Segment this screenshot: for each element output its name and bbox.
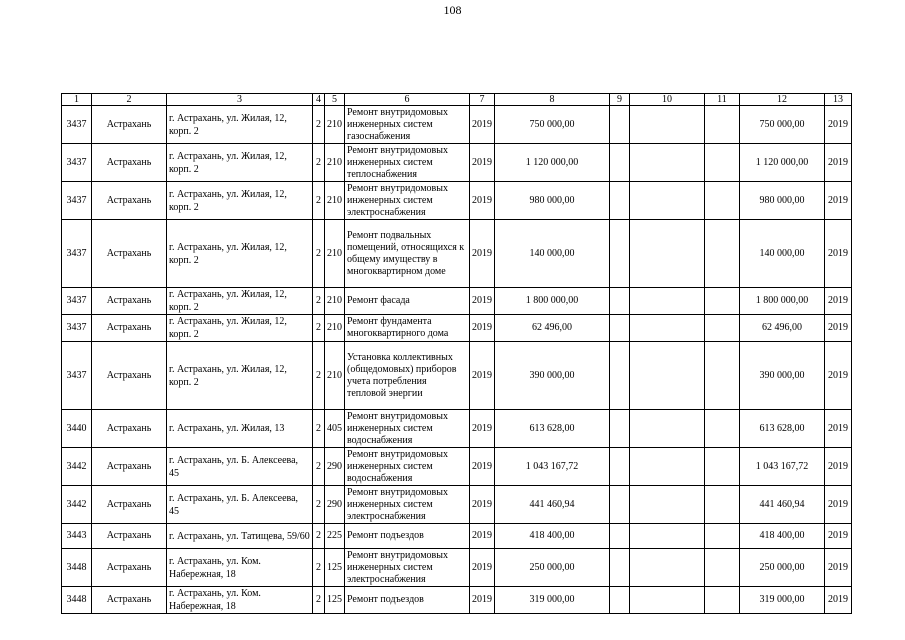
cell-col4: 2 bbox=[313, 587, 325, 614]
cell-col10 bbox=[630, 315, 705, 342]
cell-year: 2019 bbox=[470, 144, 495, 182]
cell-year: 2019 bbox=[470, 182, 495, 220]
cell-end-year: 2019 bbox=[825, 524, 852, 549]
cell-cost: 140 000,00 bbox=[495, 220, 610, 288]
cell-number: 3437 bbox=[62, 315, 92, 342]
cell-col11 bbox=[705, 524, 740, 549]
cell-address: г. Астрахань, ул. Жилая, 12, корп. 2 bbox=[167, 106, 313, 144]
page-number: 108 bbox=[443, 3, 462, 17]
table-row bbox=[62, 448, 852, 486]
cell-cost: 1 800 000,00 bbox=[495, 288, 610, 315]
cell-col4: 2 bbox=[313, 486, 325, 524]
cell-col9 bbox=[610, 342, 630, 410]
cell-col10 bbox=[630, 410, 705, 448]
cell-year: 2019 bbox=[470, 106, 495, 144]
cell-year: 2019 bbox=[470, 587, 495, 614]
cell-number: 3437 bbox=[62, 220, 92, 288]
cell-col9 bbox=[610, 315, 630, 342]
cell-col9 bbox=[610, 587, 630, 614]
cell-end-year: 2019 bbox=[825, 144, 852, 182]
cell-end-year: 2019 bbox=[825, 220, 852, 288]
cell-col9 bbox=[610, 288, 630, 315]
cell-total: 613 628,00 bbox=[740, 410, 825, 448]
column-header: 4 bbox=[313, 94, 325, 106]
cell-end-year: 2019 bbox=[825, 587, 852, 614]
cell-col4: 2 bbox=[313, 144, 325, 182]
repair-program-table bbox=[61, 93, 852, 614]
cell-city: Астрахань bbox=[92, 549, 167, 587]
cell-address: г. Астрахань, ул. Жилая, 12, корп. 2 bbox=[167, 288, 313, 315]
cell-year: 2019 bbox=[470, 549, 495, 587]
cell-number: 3448 bbox=[62, 549, 92, 587]
cell-col5: 210 bbox=[325, 182, 345, 220]
cell-address: г. Астрахань, ул. Б. Алексеева, 45 bbox=[167, 448, 313, 486]
table-body bbox=[62, 106, 852, 614]
cell-total: 390 000,00 bbox=[740, 342, 825, 410]
cell-col11 bbox=[705, 288, 740, 315]
cell-col9 bbox=[610, 549, 630, 587]
cell-address: г. Астрахань, ул. Жилая, 12, корп. 2 bbox=[167, 144, 313, 182]
cell-year: 2019 bbox=[470, 524, 495, 549]
cell-col10 bbox=[630, 342, 705, 410]
cell-col5: 210 bbox=[325, 315, 345, 342]
cell-col10 bbox=[630, 587, 705, 614]
cell-year: 2019 bbox=[470, 410, 495, 448]
cell-col11 bbox=[705, 106, 740, 144]
cell-col9 bbox=[610, 410, 630, 448]
cell-city: Астрахань bbox=[92, 182, 167, 220]
cell-work-type: Ремонт фасада bbox=[345, 288, 470, 315]
cell-end-year: 2019 bbox=[825, 486, 852, 524]
cell-address: г. Астрахань, ул. Ком. Набережная, 18 bbox=[167, 549, 313, 587]
cell-work-type: Ремонт внутридомовых инженерных систем водоснабжения bbox=[345, 448, 470, 486]
table-row bbox=[62, 106, 852, 144]
cell-city: Астрахань bbox=[92, 315, 167, 342]
cell-end-year: 2019 bbox=[825, 549, 852, 587]
cell-year: 2019 bbox=[470, 486, 495, 524]
cell-end-year: 2019 bbox=[825, 315, 852, 342]
cell-city: Астрахань bbox=[92, 144, 167, 182]
cell-total: 980 000,00 bbox=[740, 182, 825, 220]
cell-cost: 441 460,94 bbox=[495, 486, 610, 524]
cell-end-year: 2019 bbox=[825, 410, 852, 448]
cell-col4: 2 bbox=[313, 549, 325, 587]
column-header: 9 bbox=[610, 94, 630, 106]
cell-col4: 2 bbox=[313, 410, 325, 448]
cell-end-year: 2019 bbox=[825, 106, 852, 144]
cell-address: г. Астрахань, ул. Жилая, 13 bbox=[167, 410, 313, 448]
cell-year: 2019 bbox=[470, 342, 495, 410]
table-row bbox=[62, 342, 852, 410]
cell-address: г. Астрахань, ул. Жилая, 12, корп. 2 bbox=[167, 342, 313, 410]
cell-col5: 210 bbox=[325, 288, 345, 315]
cell-city: Астрахань bbox=[92, 106, 167, 144]
cell-address: г. Астрахань, ул. Татищева, 59/60 bbox=[167, 524, 313, 549]
cell-number: 3448 bbox=[62, 587, 92, 614]
cell-col11 bbox=[705, 486, 740, 524]
cell-col11 bbox=[705, 220, 740, 288]
table-row bbox=[62, 524, 852, 549]
table-row bbox=[62, 182, 852, 220]
cell-number: 3437 bbox=[62, 106, 92, 144]
cell-total: 250 000,00 bbox=[740, 549, 825, 587]
column-number-row bbox=[62, 94, 852, 106]
cell-col10 bbox=[630, 549, 705, 587]
cell-col4: 2 bbox=[313, 315, 325, 342]
column-header: 2 bbox=[92, 94, 167, 106]
cell-total: 319 000,00 bbox=[740, 587, 825, 614]
cell-col5: 290 bbox=[325, 448, 345, 486]
cell-number: 3437 bbox=[62, 182, 92, 220]
cell-cost: 750 000,00 bbox=[495, 106, 610, 144]
cell-col9 bbox=[610, 144, 630, 182]
column-header: 1 bbox=[62, 94, 92, 106]
cell-city: Астрахань bbox=[92, 486, 167, 524]
column-header: 11 bbox=[705, 94, 740, 106]
cell-work-type: Ремонт подъездов bbox=[345, 524, 470, 549]
cell-city: Астрахань bbox=[92, 524, 167, 549]
cell-city: Астрахань bbox=[92, 220, 167, 288]
column-header: 10 bbox=[630, 94, 705, 106]
table-row bbox=[62, 410, 852, 448]
cell-col11 bbox=[705, 342, 740, 410]
cell-total: 1 800 000,00 bbox=[740, 288, 825, 315]
cell-work-type: Ремонт внутридомовых инженерных систем электроснабжения bbox=[345, 486, 470, 524]
cell-col5: 210 bbox=[325, 144, 345, 182]
cell-work-type: Ремонт внутридомовых инженерных систем теплоснабжения bbox=[345, 144, 470, 182]
table-row bbox=[62, 486, 852, 524]
cell-cost: 1 043 167,72 bbox=[495, 448, 610, 486]
column-header: 13 bbox=[825, 94, 852, 106]
cell-end-year: 2019 bbox=[825, 288, 852, 315]
cell-work-type: Ремонт подвальных помещений, относящихся к общему имуществу в многоквартирном доме bbox=[345, 220, 470, 288]
cell-col4: 2 bbox=[313, 106, 325, 144]
cell-col10 bbox=[630, 106, 705, 144]
cell-col9 bbox=[610, 182, 630, 220]
column-header: 7 bbox=[470, 94, 495, 106]
cell-total: 1 120 000,00 bbox=[740, 144, 825, 182]
cell-total: 418 400,00 bbox=[740, 524, 825, 549]
cell-year: 2019 bbox=[470, 315, 495, 342]
cell-col11 bbox=[705, 410, 740, 448]
column-header: 5 bbox=[325, 94, 345, 106]
cell-col9 bbox=[610, 220, 630, 288]
cell-number: 3442 bbox=[62, 448, 92, 486]
cell-number: 3440 bbox=[62, 410, 92, 448]
column-header: 3 bbox=[167, 94, 313, 106]
cell-col5: 125 bbox=[325, 549, 345, 587]
cell-total: 750 000,00 bbox=[740, 106, 825, 144]
cell-city: Астрахань bbox=[92, 288, 167, 315]
cell-city: Астрахань bbox=[92, 410, 167, 448]
cell-col11 bbox=[705, 144, 740, 182]
cell-col10 bbox=[630, 288, 705, 315]
cell-address: г. Астрахань, ул. Ком. Набережная, 18 bbox=[167, 587, 313, 614]
cell-end-year: 2019 bbox=[825, 182, 852, 220]
cell-city: Астрахань bbox=[92, 342, 167, 410]
cell-col4: 2 bbox=[313, 448, 325, 486]
cell-col5: 210 bbox=[325, 106, 345, 144]
cell-work-type: Ремонт подъездов bbox=[345, 587, 470, 614]
cell-col9 bbox=[610, 106, 630, 144]
cell-cost: 62 496,00 bbox=[495, 315, 610, 342]
table-row bbox=[62, 220, 852, 288]
cell-total: 140 000,00 bbox=[740, 220, 825, 288]
cell-col5: 125 bbox=[325, 587, 345, 614]
cell-end-year: 2019 bbox=[825, 448, 852, 486]
cell-col11 bbox=[705, 587, 740, 614]
cell-col5: 210 bbox=[325, 342, 345, 410]
cell-number: 3437 bbox=[62, 144, 92, 182]
cell-col11 bbox=[705, 549, 740, 587]
cell-address: г. Астрахань, ул. Б. Алексеева, 45 bbox=[167, 486, 313, 524]
cell-address: г. Астрахань, ул. Жилая, 12, корп. 2 bbox=[167, 182, 313, 220]
cell-col10 bbox=[630, 486, 705, 524]
cell-year: 2019 bbox=[470, 288, 495, 315]
cell-col5: 290 bbox=[325, 486, 345, 524]
cell-cost: 250 000,00 bbox=[495, 549, 610, 587]
cell-total: 62 496,00 bbox=[740, 315, 825, 342]
cell-work-type: Ремонт внутридомовых инженерных систем газоснабжения bbox=[345, 106, 470, 144]
column-header: 8 bbox=[495, 94, 610, 106]
cell-col4: 2 bbox=[313, 220, 325, 288]
cell-year: 2019 bbox=[470, 448, 495, 486]
cell-work-type: Ремонт внутридомовых инженерных систем электроснабжения bbox=[345, 182, 470, 220]
cell-cost: 319 000,00 bbox=[495, 587, 610, 614]
cell-col11 bbox=[705, 315, 740, 342]
table-row bbox=[62, 144, 852, 182]
table-row bbox=[62, 288, 852, 315]
cell-work-type: Ремонт внутридомовых инженерных систем водоснабжения bbox=[345, 410, 470, 448]
cell-work-type: Ремонт внутридомовых инженерных систем электроснабжения bbox=[345, 549, 470, 587]
column-header: 6 bbox=[345, 94, 470, 106]
cell-cost: 1 120 000,00 bbox=[495, 144, 610, 182]
cell-number: 3442 bbox=[62, 486, 92, 524]
cell-address: г. Астрахань, ул. Жилая, 12, корп. 2 bbox=[167, 220, 313, 288]
cell-col10 bbox=[630, 182, 705, 220]
cell-col4: 2 bbox=[313, 524, 325, 549]
cell-col9 bbox=[610, 524, 630, 549]
cell-col11 bbox=[705, 182, 740, 220]
cell-col9 bbox=[610, 448, 630, 486]
cell-col10 bbox=[630, 220, 705, 288]
cell-city: Астрахань bbox=[92, 448, 167, 486]
cell-col10 bbox=[630, 524, 705, 549]
cell-col4: 2 bbox=[313, 342, 325, 410]
cell-number: 3443 bbox=[62, 524, 92, 549]
cell-cost: 613 628,00 bbox=[495, 410, 610, 448]
cell-col10 bbox=[630, 448, 705, 486]
table-row bbox=[62, 315, 852, 342]
cell-col11 bbox=[705, 448, 740, 486]
cell-col4: 2 bbox=[313, 182, 325, 220]
cell-cost: 980 000,00 bbox=[495, 182, 610, 220]
cell-col4: 2 bbox=[313, 288, 325, 315]
cell-col5: 225 bbox=[325, 524, 345, 549]
cell-work-type: Ремонт фундамента многоквартирного дома bbox=[345, 315, 470, 342]
table-row bbox=[62, 549, 852, 587]
cell-address: г. Астрахань, ул. Жилая, 12, корп. 2 bbox=[167, 315, 313, 342]
cell-work-type: Установка коллективных (общедомовых) приборов учета потребления тепловой энергии bbox=[345, 342, 470, 410]
cell-total: 441 460,94 bbox=[740, 486, 825, 524]
cell-col5: 210 bbox=[325, 220, 345, 288]
cell-city: Астрахань bbox=[92, 587, 167, 614]
cell-cost: 390 000,00 bbox=[495, 342, 610, 410]
column-header: 12 bbox=[740, 94, 825, 106]
cell-year: 2019 bbox=[470, 220, 495, 288]
cell-col10 bbox=[630, 144, 705, 182]
cell-total: 1 043 167,72 bbox=[740, 448, 825, 486]
cell-cost: 418 400,00 bbox=[495, 524, 610, 549]
cell-number: 3437 bbox=[62, 288, 92, 315]
cell-number: 3437 bbox=[62, 342, 92, 410]
cell-col9 bbox=[610, 486, 630, 524]
table-row bbox=[62, 587, 852, 614]
cell-end-year: 2019 bbox=[825, 342, 852, 410]
cell-col5: 405 bbox=[325, 410, 345, 448]
